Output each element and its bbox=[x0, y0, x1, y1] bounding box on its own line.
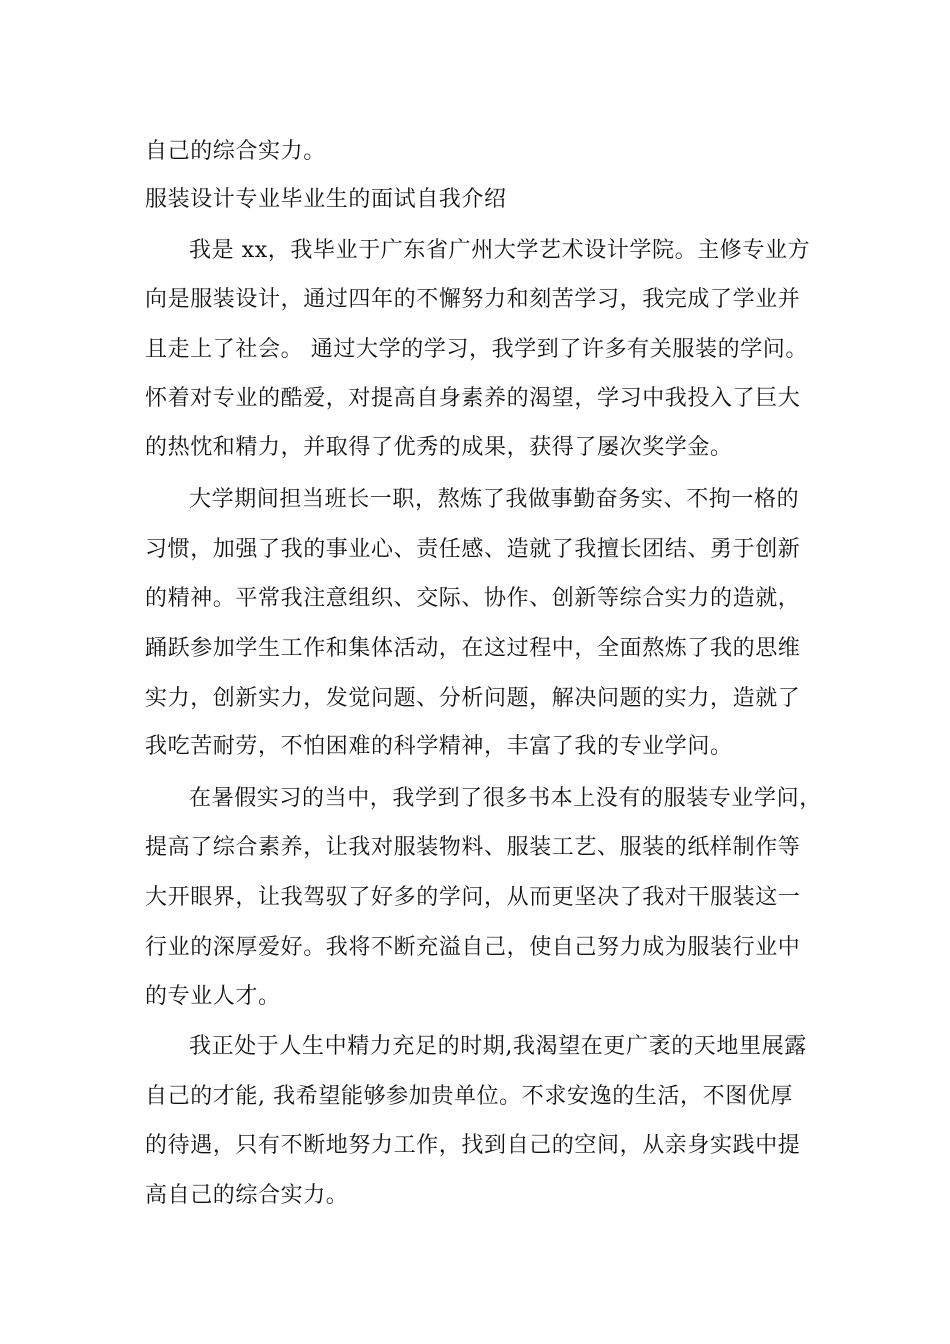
text-line: 的热忱和精力，并取得了优秀的成果，获得了屡次奖学金。 bbox=[145, 435, 733, 460]
text-line: 的专业人才。 bbox=[145, 984, 281, 1009]
text-line: 我正处于人生中精力充足的时期,我渴望在更广袤的天地里展露 bbox=[189, 1034, 807, 1059]
text-line: 怀着对专业的酷爱，对提高自身素养的渴望，学习中我投入了巨大 bbox=[145, 386, 801, 411]
text-line: 大开眼界，让我驾驭了好多的学问，从而更坚决了我对干服装这一 bbox=[145, 885, 801, 910]
text-line: 提高了综合素养，让我对服装物料、服装工艺、服装的纸样制作等 bbox=[145, 835, 801, 860]
text-line: 向是服装设计，通过四年的不懈努力和刻苦学习，我完成了学业并 bbox=[145, 287, 801, 312]
text-line: 我是 xx，我毕业于广东省广州大学艺术设计学院。主修专业方 bbox=[189, 238, 811, 263]
text-line: 踊跃参加学生工作和集体活动，在这过程中，全面熬炼了我的思维 bbox=[145, 636, 801, 661]
text-line: 我吃苦耐劳，不怕困难的科学精神，丰富了我的专业学问。 bbox=[145, 734, 733, 759]
text-line: 高自己的综合实力。 bbox=[145, 1183, 349, 1208]
text-line: 行业的深厚爱好。我将不断充溢自己，使自己努力成为服装行业中 bbox=[145, 935, 801, 960]
text-line: 在暑假实习的当中，我学到了很多书本上没有的服装专业学问， bbox=[189, 786, 822, 811]
text-line: 自己的综合实力。 bbox=[145, 139, 326, 164]
section-heading: 服装设计专业毕业生的面试自我介绍 bbox=[145, 187, 507, 212]
text-line: 大学期间担当班长一职，熬炼了我做事勤奋务实、不拘一格的 bbox=[189, 487, 800, 512]
text-line: 的精神。平常我注意组织、交际、协作、创新等综合实力的造就， bbox=[145, 586, 801, 611]
text-line: 且走上了社会。 通过大学的学习，我学到了许多有关服装的学问。 bbox=[145, 337, 808, 362]
text-line: 实力，创新实力，发觉问题、分析问题，解决问题的实力，造就了 bbox=[145, 686, 801, 711]
text-line: 自己的才能, 我希望能够参加贵单位。不求安逸的生活，不图优厚 bbox=[145, 1084, 793, 1109]
text-line: 习惯，加强了我的事业心、责任感、造就了我擅长团结、勇于创新 bbox=[145, 537, 801, 562]
text-line: 的待遇，只有不断地努力工作，找到自己的空间，从亲身实践中提 bbox=[145, 1133, 801, 1158]
